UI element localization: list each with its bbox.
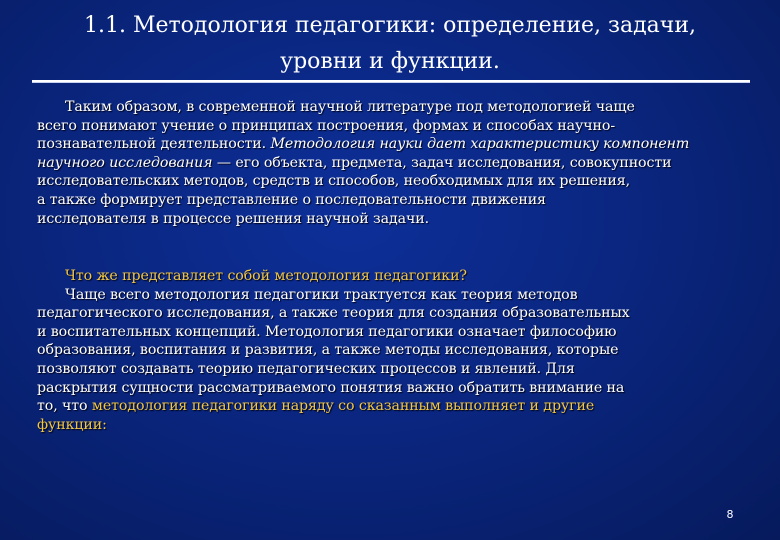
- paragraph-definition: [37, 98, 767, 228]
- text-plain: — его объекта, предмета, задач исследования, совокупности: [212, 154, 672, 171]
- paragraph-line: [37, 397, 767, 416]
- paragraph-line: Таким образом, в современной научной литературе под методологией чаще: [65, 99, 635, 115]
- paragraph-line: всего понимают учение о принципах построения, формах и способах научно-: [37, 117, 616, 134]
- slide-title: [30, 8, 750, 80]
- paragraph-line: [37, 154, 767, 173]
- paragraph-line: исследовательских методов, средств и способов, необходимых для их решения,: [37, 173, 631, 190]
- title-line-2: уровни и функции.: [280, 49, 500, 74]
- title-divider: [32, 80, 750, 83]
- paragraph-pedagogy-methodology: [37, 267, 767, 434]
- text-italic: научного исследования: [37, 154, 213, 171]
- text-highlight: функции:: [37, 416, 107, 433]
- text-italic: Методология науки дает характеристику компонент: [270, 136, 690, 153]
- question-heading: Что же представляет собой методология педагогики?: [65, 268, 467, 284]
- paragraph-line: а также формирует представление о последовательности движения: [37, 191, 546, 208]
- text-highlight: методология педагогики наряду со сказанным выполняет и другие: [91, 398, 595, 415]
- paragraph-line: [37, 135, 767, 154]
- page-number: 8: [726, 508, 734, 521]
- paragraph-line: исследователя в процессе решения научной задачи.: [37, 210, 430, 227]
- paragraph-line: педагогического исследования, а также теория для создания образовательных: [37, 305, 630, 322]
- title-line-1: 1.1. Методология педагогики: определение, задачи,: [83, 13, 696, 38]
- text-plain: то, что: [37, 398, 92, 415]
- paragraph-line: и воспитательных концепций. Методология педагогики означает философию: [37, 323, 617, 340]
- paragraph-line: образования, воспитания и развития, а также методы исследования, которые: [37, 342, 619, 359]
- paragraph-line: позволяют создавать теорию педагогических процессов и явлений. Для: [37, 360, 575, 377]
- text-plain: познавательной деятельности.: [37, 136, 271, 153]
- paragraph-line: раскрытия сущности рассматриваемого понятия важно обратить внимание на: [37, 379, 625, 396]
- paragraph-line: Чаще всего методология педагогики трактуется как теория методов: [65, 286, 578, 303]
